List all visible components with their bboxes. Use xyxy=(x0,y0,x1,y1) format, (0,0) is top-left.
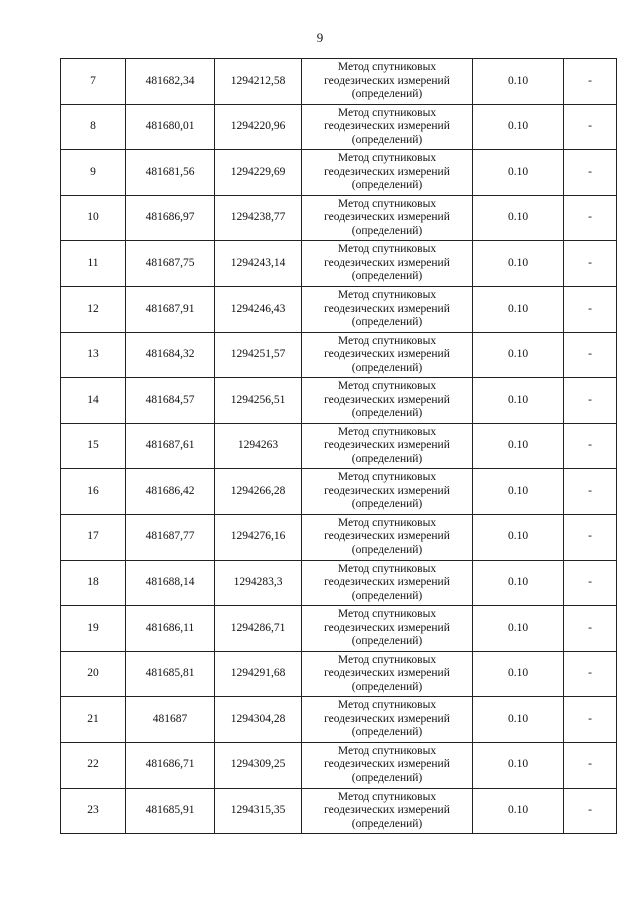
accuracy-cell: 0.10 xyxy=(473,788,564,834)
point-number-cell: 13 xyxy=(61,332,126,378)
accuracy-cell: 0.10 xyxy=(473,514,564,560)
x-coordinate-cell: 481680,01 xyxy=(126,104,215,150)
accuracy-cell: 0.10 xyxy=(473,742,564,788)
method-text-line2: геодезических измерений xyxy=(324,348,450,361)
description-cell: - xyxy=(564,697,617,743)
description-cell: - xyxy=(564,150,617,196)
accuracy-cell: 0.10 xyxy=(473,332,564,378)
method-cell xyxy=(302,788,473,834)
table-row xyxy=(61,241,617,287)
method-text-line2: геодезических измерений xyxy=(324,165,450,178)
accuracy-cell: 0.10 xyxy=(473,195,564,241)
x-coordinate-cell: 481687 xyxy=(126,697,215,743)
method-cell xyxy=(302,697,473,743)
method-text-line3: (определений) xyxy=(351,224,423,237)
y-coordinate-cell: 1294229,69 xyxy=(215,150,302,196)
accuracy-cell: 0.10 xyxy=(473,378,564,424)
y-coordinate-cell: 1294212,58 xyxy=(215,59,302,105)
point-number-cell: 16 xyxy=(61,469,126,515)
page-number: 9 xyxy=(316,30,324,45)
x-coordinate-cell: 481682,34 xyxy=(126,59,215,105)
y-coordinate-cell: 1294304,28 xyxy=(215,697,302,743)
description-cell: - xyxy=(564,606,617,652)
method-text-line1: Метод спутниковых xyxy=(337,243,437,256)
description-cell: - xyxy=(564,286,617,332)
table-row xyxy=(61,606,617,652)
description-cell: - xyxy=(564,195,617,241)
method-text-line3: (определений) xyxy=(351,817,423,830)
x-coordinate-cell: 481685,81 xyxy=(126,651,215,697)
x-coordinate-cell: 481686,42 xyxy=(126,469,215,515)
method-text-line3: (определений) xyxy=(351,680,423,693)
table-row xyxy=(61,150,617,196)
method-text-line1: Метод спутниковых xyxy=(337,516,437,529)
table-row xyxy=(61,560,617,606)
accuracy-cell: 0.10 xyxy=(473,469,564,515)
method-text-line2: геодезических измерений xyxy=(324,74,450,87)
point-number-cell: 9 xyxy=(61,150,126,196)
description-cell: - xyxy=(564,332,617,378)
method-text-line1: Метод спутниковых xyxy=(337,608,437,621)
method-text-line3: (определений) xyxy=(351,270,423,283)
x-coordinate-cell: 481681,56 xyxy=(126,150,215,196)
table-row xyxy=(61,378,617,424)
x-coordinate-cell: 481684,32 xyxy=(126,332,215,378)
x-coordinate-cell: 481686,11 xyxy=(126,606,215,652)
description-cell: - xyxy=(564,560,617,606)
table-row xyxy=(61,195,617,241)
method-text-line3: (определений) xyxy=(351,498,423,511)
method-text-line1: Метод спутниковых xyxy=(337,471,437,484)
y-coordinate-cell: 1294315,35 xyxy=(215,788,302,834)
accuracy-cell: 0.10 xyxy=(473,241,564,287)
method-text-line2: геодезических измерений xyxy=(324,804,450,817)
method-cell xyxy=(302,651,473,697)
point-number-cell: 14 xyxy=(61,378,126,424)
description-cell: - xyxy=(564,788,617,834)
method-cell xyxy=(302,150,473,196)
method-text-line1: Метод спутниковых xyxy=(337,699,437,712)
method-text-line2: геодезических измерений xyxy=(324,621,450,634)
point-number-cell: 17 xyxy=(61,514,126,560)
x-coordinate-cell: 481686,71 xyxy=(126,742,215,788)
description-cell: - xyxy=(564,742,617,788)
method-text-line3: (определений) xyxy=(351,452,423,465)
accuracy-cell: 0.10 xyxy=(473,286,564,332)
y-coordinate-cell: 1294220,96 xyxy=(215,104,302,150)
description-cell: - xyxy=(564,423,617,469)
y-coordinate-cell: 1294309,25 xyxy=(215,742,302,788)
coordinates-table-body xyxy=(61,59,617,834)
method-text-line1: Метод спутниковых xyxy=(337,562,437,575)
method-text-line3: (определений) xyxy=(351,316,423,329)
method-text-line2: геодезических измерений xyxy=(324,302,450,315)
x-coordinate-cell: 481685,91 xyxy=(126,788,215,834)
description-cell: - xyxy=(564,104,617,150)
method-text-line2: геодезических измерений xyxy=(324,211,450,224)
method-text-line2: геодезических измерений xyxy=(324,576,450,589)
x-coordinate-cell: 481687,77 xyxy=(126,514,215,560)
y-coordinate-cell: 1294266,28 xyxy=(215,469,302,515)
table-row xyxy=(61,514,617,560)
description-cell: - xyxy=(564,59,617,105)
method-text-line3: (определений) xyxy=(351,726,423,739)
method-text-line2: геодезических измерений xyxy=(324,256,450,269)
description-cell: - xyxy=(564,651,617,697)
point-number-cell: 7 xyxy=(61,59,126,105)
method-cell xyxy=(302,742,473,788)
accuracy-cell: 0.10 xyxy=(473,150,564,196)
table-row xyxy=(61,788,617,834)
method-text-line1: Метод спутниковых xyxy=(337,61,437,74)
method-text-line2: геодезических измерений xyxy=(324,667,450,680)
method-text-line1: Метод спутниковых xyxy=(337,790,437,803)
point-number-cell: 8 xyxy=(61,104,126,150)
table-row xyxy=(61,651,617,697)
method-text-line3: (определений) xyxy=(351,543,423,556)
method-text-line1: Метод спутниковых xyxy=(337,334,437,347)
point-number-cell: 19 xyxy=(61,606,126,652)
y-coordinate-cell: 1294251,57 xyxy=(215,332,302,378)
accuracy-cell: 0.10 xyxy=(473,59,564,105)
table-row xyxy=(61,332,617,378)
x-coordinate-cell: 481684,57 xyxy=(126,378,215,424)
method-cell xyxy=(302,195,473,241)
table-row xyxy=(61,104,617,150)
method-text-line3: (определений) xyxy=(351,133,423,146)
coordinates-table xyxy=(60,58,617,834)
description-cell: - xyxy=(564,469,617,515)
method-text-line1: Метод спутниковых xyxy=(337,425,437,438)
table-row xyxy=(61,469,617,515)
x-coordinate-cell: 481687,91 xyxy=(126,286,215,332)
point-number-cell: 18 xyxy=(61,560,126,606)
point-number-cell: 10 xyxy=(61,195,126,241)
accuracy-cell: 0.10 xyxy=(473,104,564,150)
y-coordinate-cell: 1294263 xyxy=(215,423,302,469)
method-text-line2: геодезических измерений xyxy=(324,758,450,771)
y-coordinate-cell: 1294238,77 xyxy=(215,195,302,241)
method-text-line1: Метод спутниковых xyxy=(337,106,437,119)
y-coordinate-cell: 1294286,71 xyxy=(215,606,302,652)
method-text-line3: (определений) xyxy=(351,407,423,420)
method-cell xyxy=(302,241,473,287)
x-coordinate-cell: 481686,97 xyxy=(126,195,215,241)
y-coordinate-cell: 1294246,43 xyxy=(215,286,302,332)
y-coordinate-cell: 1294291,68 xyxy=(215,651,302,697)
method-text-line1: Метод спутниковых xyxy=(337,744,437,757)
accuracy-cell: 0.10 xyxy=(473,560,564,606)
method-cell xyxy=(302,59,473,105)
accuracy-cell: 0.10 xyxy=(473,651,564,697)
method-cell xyxy=(302,560,473,606)
method-text-line1: Метод спутниковых xyxy=(337,197,437,210)
method-text-line2: геодезических измерений xyxy=(324,530,450,543)
method-text-line3: (определений) xyxy=(351,361,423,374)
accuracy-cell: 0.10 xyxy=(473,606,564,652)
method-text-line3: (определений) xyxy=(351,771,423,784)
method-cell xyxy=(302,332,473,378)
method-text-line3: (определений) xyxy=(351,88,423,101)
method-cell xyxy=(302,286,473,332)
y-coordinate-cell: 1294256,51 xyxy=(215,378,302,424)
description-cell: - xyxy=(564,241,617,287)
x-coordinate-cell: 481688,14 xyxy=(126,560,215,606)
point-number-cell: 12 xyxy=(61,286,126,332)
x-coordinate-cell: 481687,61 xyxy=(126,423,215,469)
point-number-cell: 21 xyxy=(61,697,126,743)
method-text-line2: геодезических измерений xyxy=(324,712,450,725)
table-row xyxy=(61,423,617,469)
method-text-line1: Метод спутниковых xyxy=(337,152,437,165)
method-text-line1: Метод спутниковых xyxy=(337,380,437,393)
method-text-line2: геодезических измерений xyxy=(324,393,450,406)
accuracy-cell: 0.10 xyxy=(473,697,564,743)
method-text-line1: Метод спутниковых xyxy=(337,653,437,666)
accuracy-cell: 0.10 xyxy=(473,423,564,469)
point-number-cell: 20 xyxy=(61,651,126,697)
method-text-line2: геодезических измерений xyxy=(324,484,450,497)
method-cell xyxy=(302,469,473,515)
y-coordinate-cell: 1294283,3 xyxy=(215,560,302,606)
table-row xyxy=(61,59,617,105)
point-number-cell: 23 xyxy=(61,788,126,834)
method-text-line1: Метод спутниковых xyxy=(337,289,437,302)
method-text-line3: (определений) xyxy=(351,179,423,192)
point-number-cell: 11 xyxy=(61,241,126,287)
method-text-line2: геодезических измерений xyxy=(324,439,450,452)
point-number-cell: 15 xyxy=(61,423,126,469)
table-row xyxy=(61,286,617,332)
table-row xyxy=(61,697,617,743)
method-cell xyxy=(302,378,473,424)
table-row xyxy=(61,742,617,788)
method-cell xyxy=(302,514,473,560)
description-cell: - xyxy=(564,378,617,424)
method-text-line3: (определений) xyxy=(351,635,423,648)
y-coordinate-cell: 1294276,16 xyxy=(215,514,302,560)
method-cell xyxy=(302,606,473,652)
description-cell: - xyxy=(564,514,617,560)
point-number-cell: 22 xyxy=(61,742,126,788)
x-coordinate-cell: 481687,75 xyxy=(126,241,215,287)
y-coordinate-cell: 1294243,14 xyxy=(215,241,302,287)
method-cell xyxy=(302,104,473,150)
method-text-line2: геодезических измерений xyxy=(324,120,450,133)
method-cell xyxy=(302,423,473,469)
method-text-line3: (определений) xyxy=(351,589,423,602)
